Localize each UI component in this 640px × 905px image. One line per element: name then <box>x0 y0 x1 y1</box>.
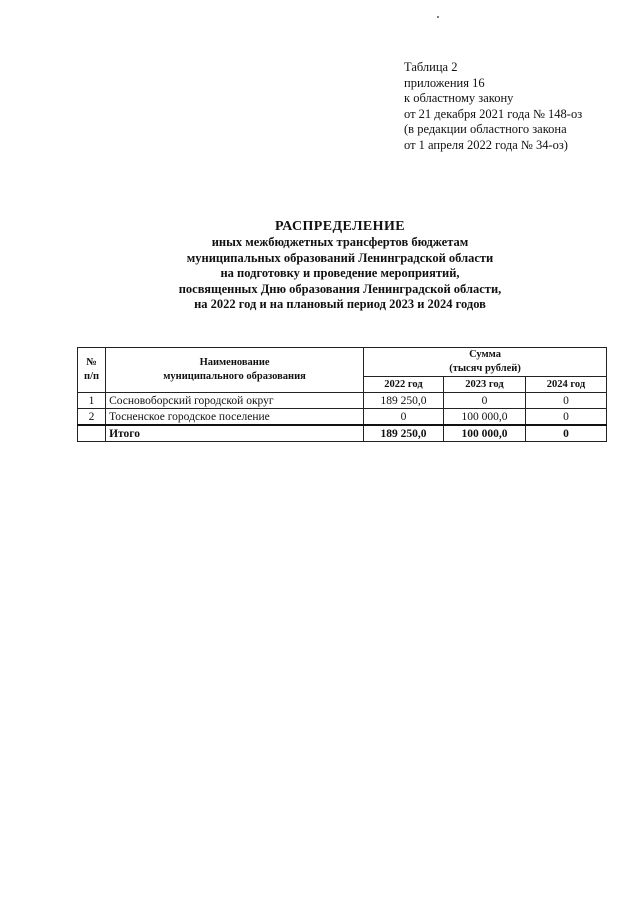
title-line-2: муниципальных образований Ленинградской области <box>186 250 494 265</box>
distribution-table <box>77 347 607 442</box>
appendix-reference <box>404 60 634 153</box>
header-year-2022: 2022 год <box>364 377 444 393</box>
table-number: Таблица 2 <box>404 60 458 74</box>
row-value-2024: 0 <box>525 393 606 409</box>
title-line-5: на 2022 год и на плановый период 2023 и 2024 годов <box>194 297 486 311</box>
header-year-2023: 2023 год <box>443 377 525 393</box>
title-line-1: иных межбюджетных трансфертов бюджетам <box>211 235 469 249</box>
header-sum: Сумма (тысяч рублей) <box>364 348 607 377</box>
row-value-2022: 0 <box>364 409 444 426</box>
row-value-2022: 189 250,0 <box>364 393 444 409</box>
total-value-2024: 0 <box>525 425 606 442</box>
row-value-2024: 0 <box>525 409 606 426</box>
law-date: от 21 декабря 2021 года № 148-оз <box>404 106 583 121</box>
row-municipality: Сосновоборский городской округ <box>106 393 364 409</box>
total-value-2022: 189 250,0 <box>364 425 444 442</box>
table-row <box>78 409 607 426</box>
header-municipality: Наименование муниципального образования <box>106 348 364 393</box>
appendix-number: приложения 16 <box>404 75 485 90</box>
table-row <box>78 393 607 409</box>
law-reference: к областному закону <box>404 91 514 105</box>
row-number: 2 <box>78 409 106 426</box>
title-line-4: посвященных Дню образования Ленинградской области, <box>178 281 502 296</box>
total-value-2023: 100 000,0 <box>443 425 525 442</box>
amendment-date: от 1 апреля 2022 года № 34-оз) <box>404 137 568 152</box>
row-value-2023: 100 000,0 <box>443 409 525 426</box>
table-header-row <box>78 348 607 377</box>
row-municipality: Тосненское городское поселение <box>106 409 364 426</box>
title-main: РАСПРЕДЕЛЕНИЕ <box>275 219 405 234</box>
total-label: Итого <box>106 425 364 442</box>
total-row <box>78 425 607 442</box>
row-number: 1 <box>78 393 106 409</box>
amendment-reference: (в редакции областного закона <box>404 122 567 136</box>
row-value-2023: 0 <box>443 393 525 409</box>
total-number-cell <box>78 425 106 442</box>
header-number: № п/п <box>78 348 106 393</box>
title-line-3: на подготовку и проведение мероприятий, <box>220 266 460 280</box>
document-title <box>0 218 640 313</box>
header-year-2024: 2024 год <box>525 377 606 393</box>
scan-dot <box>437 16 439 18</box>
